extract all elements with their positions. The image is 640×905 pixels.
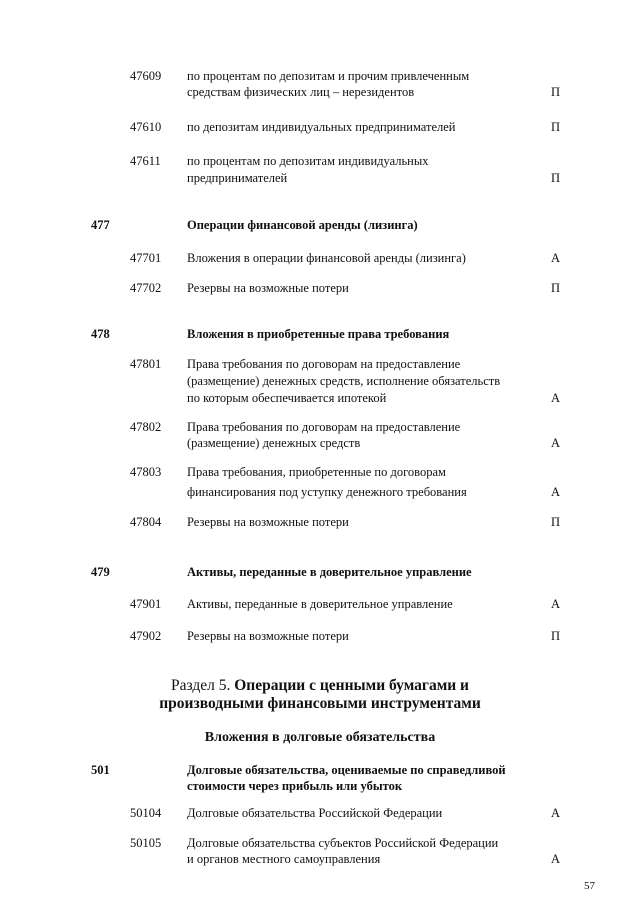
account-name-line: по которым обеспечивается ипотекой <box>187 391 387 405</box>
account-code: 47609 <box>130 69 162 83</box>
account-name-line: Долговые обязательства субъектов Российской Федерации <box>187 836 499 850</box>
group-code: 477 <box>91 218 110 232</box>
account-type: П <box>551 171 561 185</box>
account-name-line: предпринимателей <box>187 171 288 185</box>
account-type: А <box>551 485 561 499</box>
account-name-line: Активы, переданные в доверительное управление <box>187 597 453 611</box>
account-name-line: по процентам по депозитам индивидуальных <box>187 154 429 168</box>
account-code: 47902 <box>130 629 162 643</box>
account-code: 50105 <box>130 836 162 850</box>
account-code: 47803 <box>130 465 162 479</box>
section-subtitle: Вложения в долговые обязательства <box>204 730 436 745</box>
account-type: П <box>551 629 561 643</box>
account-code: 47610 <box>130 120 162 134</box>
section-title-line: Операции с ценными бумагами и <box>234 677 469 694</box>
account-type: А <box>551 806 561 820</box>
account-type: П <box>551 281 561 295</box>
account-code: 47701 <box>130 251 162 265</box>
account-name-line: (размещение) денежных средств, исполнение обязательств <box>187 374 501 388</box>
account-type: А <box>551 391 561 405</box>
group-code: 479 <box>91 565 110 579</box>
account-code: 47702 <box>130 281 162 295</box>
account-type: А <box>551 436 561 450</box>
section-title-line: производными финансовыми инструментами <box>159 695 481 712</box>
account-name-line: Права требования по договорам на предоставление <box>187 420 461 434</box>
account-name-line: и органов местного самоуправления <box>187 852 381 866</box>
account-code: 47611 <box>130 154 161 168</box>
account-name-line: по депозитам индивидуальных предпринимателей <box>187 120 456 134</box>
account-code: 47802 <box>130 420 162 434</box>
group-title: Операции финансовой аренды (лизинга) <box>187 218 418 232</box>
page-number: 57 <box>584 880 595 892</box>
account-name-line: Долговые обязательства Российской Федерации <box>187 806 443 820</box>
account-type: А <box>551 852 561 866</box>
section-title <box>0 676 640 695</box>
account-name-line: (размещение) денежных средств <box>187 436 361 450</box>
account-code: 47804 <box>130 515 162 529</box>
account-type: А <box>551 597 561 611</box>
account-name-line: Права требования по договорам на предоставление <box>187 357 461 371</box>
account-code: 50104 <box>130 806 162 820</box>
account-name-line: Права требования, приобретенные по договорам <box>187 465 446 479</box>
account-name-line: Резервы на возможные потери <box>187 281 349 295</box>
account-type: А <box>551 251 561 265</box>
section-prefix: Раздел 5. <box>170 677 231 694</box>
group-title: Вложения в приобретенные права требования <box>187 327 450 341</box>
account-code: 47901 <box>130 597 162 611</box>
group-code: 501 <box>91 763 110 777</box>
account-type: П <box>551 85 561 99</box>
account-name-line: финансирования под уступку денежного требования <box>187 485 467 499</box>
group-title: Активы, переданные в доверительное управление <box>187 565 472 579</box>
account-type: П <box>551 515 561 529</box>
account-type: П <box>551 120 561 134</box>
account-name-line: по процентам по депозитам и прочим привлеченным <box>187 69 470 83</box>
account-name-line: средствам физических лиц – нерезидентов <box>187 85 415 99</box>
account-name-line: Резервы на возможные потери <box>187 629 349 643</box>
account-name-line: Вложения в операции финансовой аренды (лизинга) <box>187 251 466 265</box>
group-title: стоимости через прибыль или убыток <box>187 779 403 793</box>
group-title: Долговые обязательства, оцениваемые по справедливой <box>187 763 506 777</box>
account-code: 47801 <box>130 357 162 371</box>
account-name-line: Резервы на возможные потери <box>187 515 349 529</box>
group-code: 478 <box>91 327 110 341</box>
